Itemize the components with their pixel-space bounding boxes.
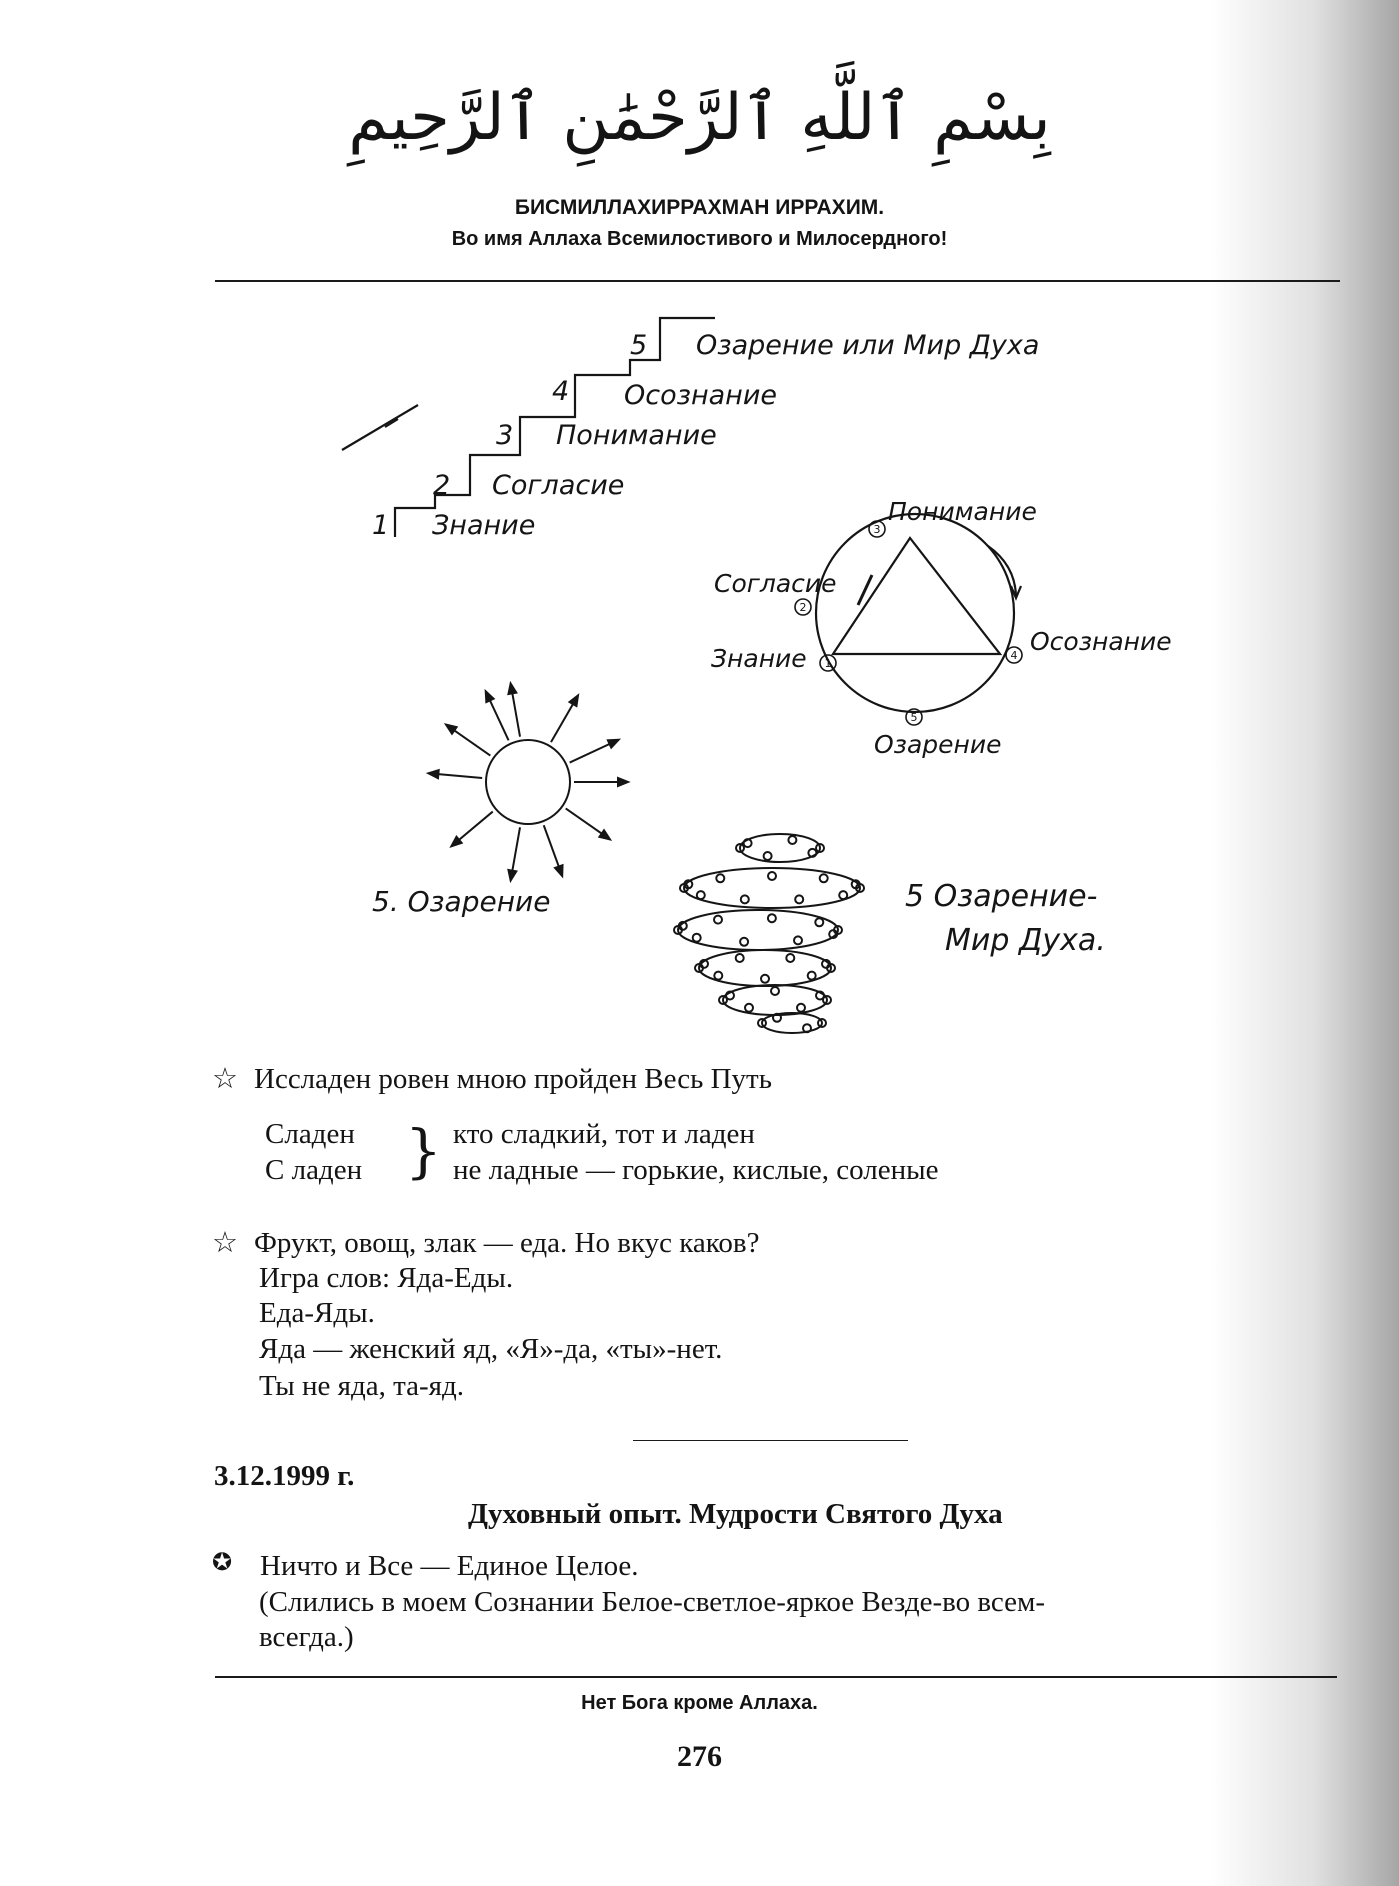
circle-num-3: 3 — [873, 523, 881, 536]
para2-line4: Яда — женский яд, «Я»-да, «ты»-нет. — [259, 1333, 723, 1365]
stair-num-4: 4 — [552, 376, 570, 407]
bismillah-calligraphy: بِسْمِ ٱللَّهِ ٱلرَّحْمَٰنِ ٱلرَّحِيمِ — [348, 81, 1051, 155]
footer-rule — [215, 1676, 1337, 1678]
para3-line1: Ничто и Все — Единое Целое. — [260, 1550, 639, 1582]
circle-num-5: 5 — [910, 711, 918, 724]
sun-ray-arrowhead — [570, 695, 578, 706]
spiral-star — [745, 1004, 753, 1012]
spiral-star — [714, 972, 722, 980]
spiral-star — [764, 852, 772, 860]
spiral-star — [815, 918, 823, 926]
spiral-caption-line1: 5 Озарение- — [905, 879, 1098, 914]
spiral-star — [740, 938, 748, 946]
sun-diagram — [428, 684, 628, 881]
spiral-star — [697, 891, 705, 899]
stair-label-4: Осознание — [624, 380, 777, 411]
spiral-star — [693, 934, 701, 942]
star-in-circle-icon: ✪ — [212, 1550, 233, 1576]
stair-label-2: Согласие — [492, 470, 625, 501]
stair-num-3: 3 — [496, 420, 514, 451]
spiral-star — [786, 954, 794, 962]
sun-ray-arrowhead — [446, 725, 456, 734]
stair-label-1: Знание — [432, 510, 536, 541]
sun-ray-arrowhead — [508, 684, 516, 695]
para3-line3: всегда.) — [259, 1621, 354, 1653]
sun-ray-arrowhead — [599, 830, 609, 839]
spiral-caption-line2: Мир Духа. — [945, 923, 1106, 958]
stair-num-1: 1 — [372, 510, 390, 541]
footer-text: Нет Бога кроме Аллаха. — [581, 1692, 818, 1714]
sun-ray-arrowhead — [608, 740, 619, 748]
circle-label-1: Знание — [711, 644, 807, 673]
spiral-star — [794, 936, 802, 944]
spiral-star — [768, 914, 776, 922]
circle-label-3: Понимание — [888, 497, 1037, 526]
sun-ray-arrowhead — [428, 770, 438, 778]
spiral-star — [714, 916, 722, 924]
star-icon: ☆ — [212, 1227, 238, 1259]
circle-label-4: Осознание — [1030, 627, 1172, 656]
sun-ray-arrowhead — [618, 778, 628, 786]
sun-ray-arrowhead — [555, 865, 563, 876]
brace-icon: } — [405, 1117, 442, 1185]
spiral-star — [808, 972, 816, 980]
spiral-star — [736, 954, 744, 962]
header-subtitle: Во имя Аллаха Всемилостивого и Милосердного! — [451, 228, 948, 250]
sun-ray-arrowhead — [486, 691, 494, 702]
circle-label-2: Согласие — [714, 569, 837, 598]
spiral-diagram — [674, 834, 864, 1033]
spiral-star — [768, 872, 776, 880]
entry-date: 3.12.1999 г. — [214, 1460, 355, 1492]
spiral-star — [741, 895, 749, 903]
para1-line: Исcладен ровен мною пройден Весь Путь — [254, 1063, 772, 1095]
stair-num-5: 5 — [630, 330, 648, 361]
para2-line5: Ты не яда, та-яд. — [259, 1370, 465, 1402]
spiral-star — [839, 891, 847, 899]
circle-num-4: 4 — [1010, 649, 1018, 662]
star-icon: ☆ — [212, 1063, 238, 1095]
spiral-star — [797, 1004, 805, 1012]
page-number: 276 — [677, 1740, 722, 1773]
para1-expl2: не ладные — горькие, кислые, соленые — [453, 1154, 939, 1186]
spiral-star — [795, 895, 803, 903]
stair-label-5: Озарение или Мир Духа — [696, 330, 1040, 361]
spiral-star — [820, 874, 828, 882]
circle-num-2: 2 — [799, 601, 807, 614]
circle-diagram — [816, 514, 1021, 712]
spiral-star — [788, 836, 796, 844]
header-title: БИСМИЛЛАХИРРАХМАН ИРРАХИМ. — [514, 196, 885, 219]
circle-num-1: 1 — [824, 657, 832, 670]
section-divider — [633, 1440, 908, 1441]
para1-word2: С ладен — [265, 1154, 363, 1186]
stair-num-2: 2 — [433, 470, 451, 501]
spiral-star — [771, 987, 779, 995]
spiral-star — [716, 874, 724, 882]
para2-line1: Фрукт, овощ, злак — еда. Но вкус каков? — [254, 1227, 760, 1259]
para2-line3: Еда-Яды. — [259, 1297, 375, 1329]
stair-label-3: Понимание — [556, 420, 717, 451]
para3-line2: (Слились в моем Сознании Белое-светлое-яркое Везде-во всем- — [259, 1586, 1045, 1618]
para1-word1: Сладен — [265, 1118, 355, 1150]
sun-ray-arrowhead — [508, 870, 516, 881]
section-title: Духовный опыт. Мудрости Святого Духа — [468, 1498, 1003, 1530]
spiral-star — [761, 975, 769, 983]
para2-line2: Игра слов: Яда-Еды. — [259, 1262, 514, 1294]
circle-label-5: Озарение — [874, 730, 1002, 759]
sun-caption: 5. Озарение — [372, 885, 551, 918]
para1-expl1: кто сладкий, тот и ладен — [453, 1118, 755, 1150]
